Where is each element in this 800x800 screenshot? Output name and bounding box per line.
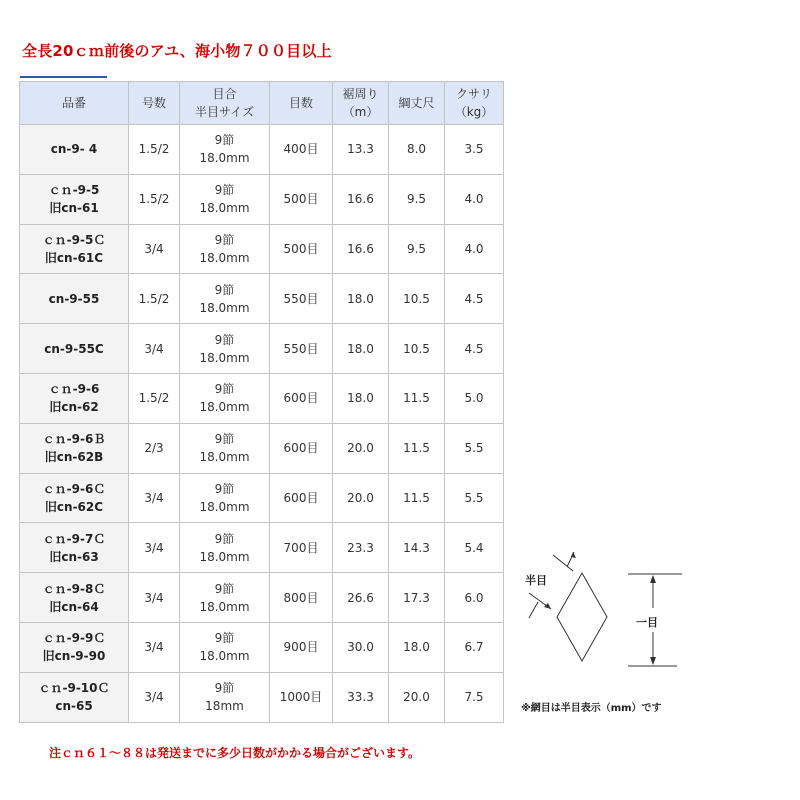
mesh-diagram-drawing bbox=[515, 543, 690, 673]
mesh-count-cell: 400目 bbox=[270, 125, 333, 175]
hem-circumference-cell: 13.3 bbox=[333, 125, 389, 175]
heading-accent-rule bbox=[20, 76, 107, 78]
gauge-cell: 3/4 bbox=[129, 672, 180, 722]
mesh-size-cell bbox=[180, 125, 270, 175]
product-code-cell-line: ｃｎ-9-6Ｃ bbox=[42, 481, 106, 496]
product-code-cell bbox=[20, 224, 129, 274]
product-code-cell-line: ｃｎ-9-5 bbox=[48, 183, 100, 198]
hem-circumference-cell: 18.0 bbox=[333, 274, 389, 324]
gauge-cell: 1.5/2 bbox=[129, 125, 180, 175]
column-header-text: クサリ bbox=[455, 87, 492, 101]
rope-length-cell: 9.5 bbox=[389, 174, 445, 224]
mesh-size-cell bbox=[180, 324, 270, 374]
column-header bbox=[270, 82, 333, 125]
mesh-size-cell-line: 18.0mm bbox=[199, 450, 250, 465]
mesh-size-cell-line: 9節 bbox=[214, 581, 235, 596]
hem-circumference-cell: 16.6 bbox=[333, 174, 389, 224]
gauge-cell: 1.5/2 bbox=[129, 373, 180, 423]
gauge-cell: 1.5/2 bbox=[129, 274, 180, 324]
rope-length-cell: 10.5 bbox=[389, 324, 445, 374]
product-code-cell-line: ｃｎ-9-6 bbox=[48, 382, 100, 397]
product-code-cell bbox=[20, 274, 129, 324]
mesh-size-cell-line: 18.0mm bbox=[199, 201, 250, 216]
rope-length-cell: 14.3 bbox=[389, 523, 445, 573]
mesh-count-cell: 600目 bbox=[270, 473, 333, 523]
rope-length-cell: 17.3 bbox=[389, 573, 445, 623]
mesh-size-cell-line: 9節 bbox=[214, 432, 235, 447]
spec-table bbox=[19, 81, 504, 723]
half-mesh-upper-line bbox=[553, 555, 573, 571]
page-heading: 全長20ｃｍ前後のアユ、海小物７００目以上 bbox=[22, 42, 332, 60]
full-mesh-bottom-arrowhead bbox=[650, 657, 656, 665]
gauge-cell: 3/4 bbox=[129, 224, 180, 274]
table-row bbox=[20, 672, 504, 722]
chain-weight-cell: 3.5 bbox=[445, 125, 504, 175]
product-code-cell-line: cn-65 bbox=[55, 699, 93, 714]
mesh-size-cell-line: 18.0mm bbox=[199, 300, 250, 315]
mesh-size-cell-line: 18.0mm bbox=[199, 649, 250, 664]
chain-weight-cell: 4.0 bbox=[445, 174, 504, 224]
table-row bbox=[20, 622, 504, 672]
mesh-size-cell-line: 18mm bbox=[205, 699, 244, 714]
mesh-count-cell: 600目 bbox=[270, 423, 333, 473]
mesh-size-cell-line: 9節 bbox=[214, 531, 235, 546]
column-header-text: 目合 bbox=[212, 87, 237, 101]
chain-weight-cell: 6.7 bbox=[445, 622, 504, 672]
mesh-size-cell-line: 9節 bbox=[214, 631, 235, 646]
mesh-count-cell: 800目 bbox=[270, 573, 333, 623]
mesh-size-cell-line: 18.0mm bbox=[199, 599, 250, 614]
column-header bbox=[445, 82, 504, 125]
product-code-cell-line: cn-9- 4 bbox=[50, 142, 98, 157]
mesh-size-cell-line: 18.0mm bbox=[199, 250, 250, 265]
hem-circumference-cell: 26.6 bbox=[333, 573, 389, 623]
mesh-size-cell-line: 9節 bbox=[214, 481, 235, 496]
gauge-cell: 3/4 bbox=[129, 573, 180, 623]
column-header-text: 綱丈尺 bbox=[398, 96, 435, 110]
mesh-size-cell-line: 18.0mm bbox=[199, 499, 250, 514]
mesh-size-cell bbox=[180, 473, 270, 523]
table-row bbox=[20, 573, 504, 623]
chain-weight-cell: 4.5 bbox=[445, 274, 504, 324]
mesh-count-cell: 900目 bbox=[270, 622, 333, 672]
rope-length-cell: 9.5 bbox=[389, 224, 445, 274]
hem-circumference-cell: 18.0 bbox=[333, 324, 389, 374]
hem-circumference-cell: 16.6 bbox=[333, 224, 389, 274]
mesh-size-cell bbox=[180, 523, 270, 573]
mesh-size-cell-line: 18.0mm bbox=[199, 549, 250, 564]
column-header bbox=[180, 82, 270, 125]
product-code-cell-line: 旧cn-64 bbox=[49, 599, 99, 614]
gauge-cell: 3/4 bbox=[129, 622, 180, 672]
column-header-text: 裾周り bbox=[342, 87, 379, 101]
table-row bbox=[20, 274, 504, 324]
table-row bbox=[20, 324, 504, 374]
half-mesh-label: 半目 bbox=[525, 574, 547, 587]
gauge-cell: 2/3 bbox=[129, 423, 180, 473]
column-header bbox=[20, 82, 129, 125]
chain-weight-cell: 7.5 bbox=[445, 672, 504, 722]
column-header bbox=[389, 82, 445, 125]
chain-weight-cell: 5.5 bbox=[445, 473, 504, 523]
rope-length-cell: 11.5 bbox=[389, 373, 445, 423]
mesh-diagram bbox=[515, 543, 690, 673]
product-code-cell bbox=[20, 324, 129, 374]
rope-length-cell: 20.0 bbox=[389, 672, 445, 722]
gauge-cell: 3/4 bbox=[129, 473, 180, 523]
hem-circumference-cell: 33.3 bbox=[333, 672, 389, 722]
rope-length-cell: 18.0 bbox=[389, 622, 445, 672]
shipping-footnote: 注ｃｎ６１～８８は発送までに多少日数がかかる場合がございます。 bbox=[49, 746, 421, 760]
hem-circumference-cell: 23.3 bbox=[333, 523, 389, 573]
product-code-cell-line: cn-9-55 bbox=[48, 291, 100, 306]
column-header bbox=[333, 82, 389, 125]
product-code-cell-line: cn-9-55C bbox=[44, 341, 104, 356]
hem-circumference-cell: 20.0 bbox=[333, 473, 389, 523]
full-mesh-label: 一目 bbox=[636, 616, 658, 629]
mesh-size-cell-line: 18.0mm bbox=[199, 400, 250, 415]
mesh-size-cell-line: 9節 bbox=[214, 183, 235, 198]
rope-length-cell: 11.5 bbox=[389, 473, 445, 523]
half-mesh-lower-tick bbox=[529, 602, 538, 618]
mesh-size-cell-line: 9節 bbox=[214, 282, 235, 297]
product-code-cell-line: 旧cn-63 bbox=[49, 549, 99, 564]
mesh-size-cell bbox=[180, 423, 270, 473]
table-row bbox=[20, 423, 504, 473]
mesh-size-cell bbox=[180, 622, 270, 672]
mesh-count-cell: 500目 bbox=[270, 224, 333, 274]
table-body bbox=[20, 125, 504, 723]
product-code-cell-line: 旧cn-62 bbox=[49, 400, 99, 415]
mesh-size-cell bbox=[180, 274, 270, 324]
product-code-cell-line: ｃｎ-9-9Ｃ bbox=[42, 631, 106, 646]
mesh-count-cell: 600目 bbox=[270, 373, 333, 423]
gauge-cell: 3/4 bbox=[129, 523, 180, 573]
mesh-size-cell-line: 9節 bbox=[214, 382, 235, 397]
column-header-text: 号数 bbox=[141, 96, 166, 110]
rope-length-cell: 10.5 bbox=[389, 274, 445, 324]
product-code-cell bbox=[20, 423, 129, 473]
mesh-size-note: ※網目は半目表示（mm）です bbox=[521, 703, 662, 714]
mesh-count-cell: 550目 bbox=[270, 324, 333, 374]
mesh-count-cell: 500目 bbox=[270, 174, 333, 224]
mesh-size-cell-line: 9節 bbox=[214, 133, 235, 148]
product-code-cell-line: ｃｎ-9-8Ｃ bbox=[42, 581, 106, 596]
column-header-text: 品番 bbox=[61, 96, 86, 110]
product-code-cell-line: ｃｎ-9-5Ｃ bbox=[42, 232, 106, 247]
mesh-size-cell-line: 9節 bbox=[214, 681, 235, 696]
table-row bbox=[20, 473, 504, 523]
table-row bbox=[20, 523, 504, 573]
hem-circumference-cell: 30.0 bbox=[333, 622, 389, 672]
product-code-cell-line: 旧cn-61 bbox=[49, 201, 99, 216]
mesh-size-cell-line: 9節 bbox=[214, 332, 235, 347]
product-code-cell-line: 旧cn-61C bbox=[44, 250, 104, 265]
product-code-cell bbox=[20, 373, 129, 423]
table-row bbox=[20, 125, 504, 175]
column-header-text: 半目サイズ bbox=[194, 105, 255, 119]
mesh-size-cell bbox=[180, 224, 270, 274]
product-code-cell bbox=[20, 573, 129, 623]
column-header-text: （kg） bbox=[454, 105, 494, 119]
gauge-cell: 3/4 bbox=[129, 324, 180, 374]
mesh-count-cell: 550目 bbox=[270, 274, 333, 324]
mesh-count-cell: 700目 bbox=[270, 523, 333, 573]
column-header-text: （m） bbox=[342, 105, 379, 119]
product-code-cell-line: 旧cn-62B bbox=[44, 450, 104, 465]
chain-weight-cell: 5.4 bbox=[445, 523, 504, 573]
column-header-text: 目数 bbox=[288, 96, 313, 110]
chain-weight-cell: 4.0 bbox=[445, 224, 504, 274]
product-code-cell bbox=[20, 622, 129, 672]
half-mesh-lower-arrowhead bbox=[544, 603, 551, 609]
column-header bbox=[129, 82, 180, 125]
product-code-cell-line: 旧cn-9-90 bbox=[42, 649, 106, 664]
mesh-size-cell-line: 18.0mm bbox=[199, 151, 250, 166]
mesh-size-cell-line: 18.0mm bbox=[199, 350, 250, 365]
chain-weight-cell: 5.5 bbox=[445, 423, 504, 473]
product-code-cell bbox=[20, 174, 129, 224]
mesh-size-cell bbox=[180, 174, 270, 224]
rope-length-cell: 8.0 bbox=[389, 125, 445, 175]
product-code-cell bbox=[20, 473, 129, 523]
product-code-cell-line: ｃｎ-9-7Ｃ bbox=[42, 531, 106, 546]
mesh-size-cell bbox=[180, 573, 270, 623]
diamond-mesh-shape bbox=[557, 573, 607, 661]
product-code-cell bbox=[20, 125, 129, 175]
table-header-row bbox=[20, 82, 504, 125]
product-code-cell bbox=[20, 523, 129, 573]
product-code-cell bbox=[20, 672, 129, 722]
rope-length-cell: 11.5 bbox=[389, 423, 445, 473]
hem-circumference-cell: 18.0 bbox=[333, 373, 389, 423]
chain-weight-cell: 6.0 bbox=[445, 573, 504, 623]
full-mesh-top-arrowhead bbox=[650, 575, 656, 583]
mesh-size-cell-line: 9節 bbox=[214, 232, 235, 247]
mesh-size-cell bbox=[180, 672, 270, 722]
product-code-cell-line: 旧cn-62C bbox=[44, 499, 104, 514]
product-code-cell-line: ｃｎ-9-10Ｃ bbox=[38, 681, 110, 696]
chain-weight-cell: 4.5 bbox=[445, 324, 504, 374]
gauge-cell: 1.5/2 bbox=[129, 174, 180, 224]
table-row bbox=[20, 224, 504, 274]
chain-weight-cell: 5.0 bbox=[445, 373, 504, 423]
table-row bbox=[20, 373, 504, 423]
mesh-count-cell: 1000目 bbox=[270, 672, 333, 722]
table-row bbox=[20, 174, 504, 224]
product-code-cell-line: ｃｎ-9-6Ｂ bbox=[42, 432, 106, 447]
hem-circumference-cell: 20.0 bbox=[333, 423, 389, 473]
mesh-size-cell bbox=[180, 373, 270, 423]
